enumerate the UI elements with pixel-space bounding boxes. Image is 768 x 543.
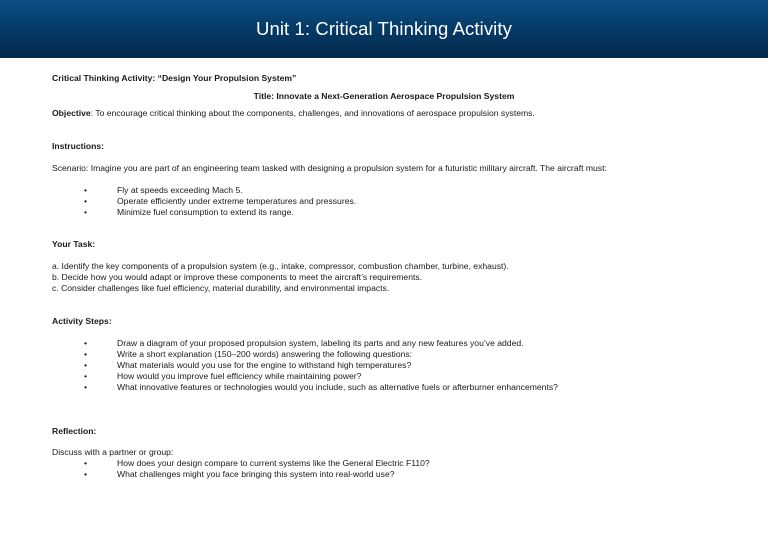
document-body bbox=[0, 73, 768, 480]
list-item: • What challenges might you face bringing this system into real-world use? bbox=[52, 469, 748, 480]
list-item: a. Identify the key components of a propulsion system (e.g., intake, compressor, combustion chamber, turbine, exhaust). bbox=[52, 261, 509, 271]
list-item: • How would you improve fuel efficiency while maintaining power? bbox=[52, 371, 748, 382]
list-item: c. Consider challenges like fuel efficiency, material durability, and environmental impacts. bbox=[52, 283, 390, 293]
list-item: • Fly at speeds exceeding Mach 5. bbox=[52, 185, 748, 196]
objective-text: : To encourage critical thinking about the components, challenges, and innovations of aerospace propulsion systems. bbox=[90, 108, 535, 118]
page-header bbox=[0, 0, 768, 58]
scenario-bullet-list bbox=[52, 185, 748, 218]
list-item: • What materials would you use for the engine to withstand high temperatures? bbox=[52, 360, 748, 371]
list-item: • What innovative features or technologies would you include, such as alternative fuels or afterburner enhancements? bbox=[52, 382, 748, 393]
activity-title: Title: Innovate a Next-Generation Aerospace Propulsion System bbox=[253, 91, 515, 101]
steps-bullet-list bbox=[52, 338, 748, 393]
reflection-intro: Discuss with a partner or group: bbox=[52, 447, 174, 457]
task-list bbox=[52, 261, 748, 294]
page-title: Unit 1: Critical Thinking Activity bbox=[256, 18, 512, 39]
list-item: b. Decide how you would adapt or improve these components to meet the aircraft’s requirements. bbox=[52, 272, 423, 282]
reflection-bullet-list bbox=[52, 458, 748, 480]
list-item: • Operate efficiently under extreme temperatures and pressures. bbox=[52, 196, 748, 207]
steps-heading: Activity Steps: bbox=[52, 316, 112, 326]
reflection-heading: Reflection: bbox=[52, 426, 97, 436]
scenario-text: Scenario: Imagine you are part of an engineering team tasked with designing a propulsion system for a futuristic military aircraft. The aircraft must: bbox=[52, 163, 607, 173]
task-heading: Your Task: bbox=[52, 239, 96, 249]
objective-paragraph bbox=[52, 108, 748, 119]
list-item: • Minimize fuel consumption to extend its range. bbox=[52, 207, 748, 218]
list-item: • Write a short explanation (150–200 words) answering the following questions: bbox=[52, 349, 748, 360]
activity-heading: Critical Thinking Activity: “Design Your Propulsion System” bbox=[52, 73, 297, 83]
list-item: • Draw a diagram of your proposed propulsion system, labeling its parts and any new features you’ve added. bbox=[52, 338, 748, 349]
instructions-heading: Instructions: bbox=[52, 141, 105, 151]
objective-label: Objective bbox=[52, 108, 91, 118]
list-item: • How does your design compare to current systems like the General Electric F110? bbox=[52, 458, 748, 469]
